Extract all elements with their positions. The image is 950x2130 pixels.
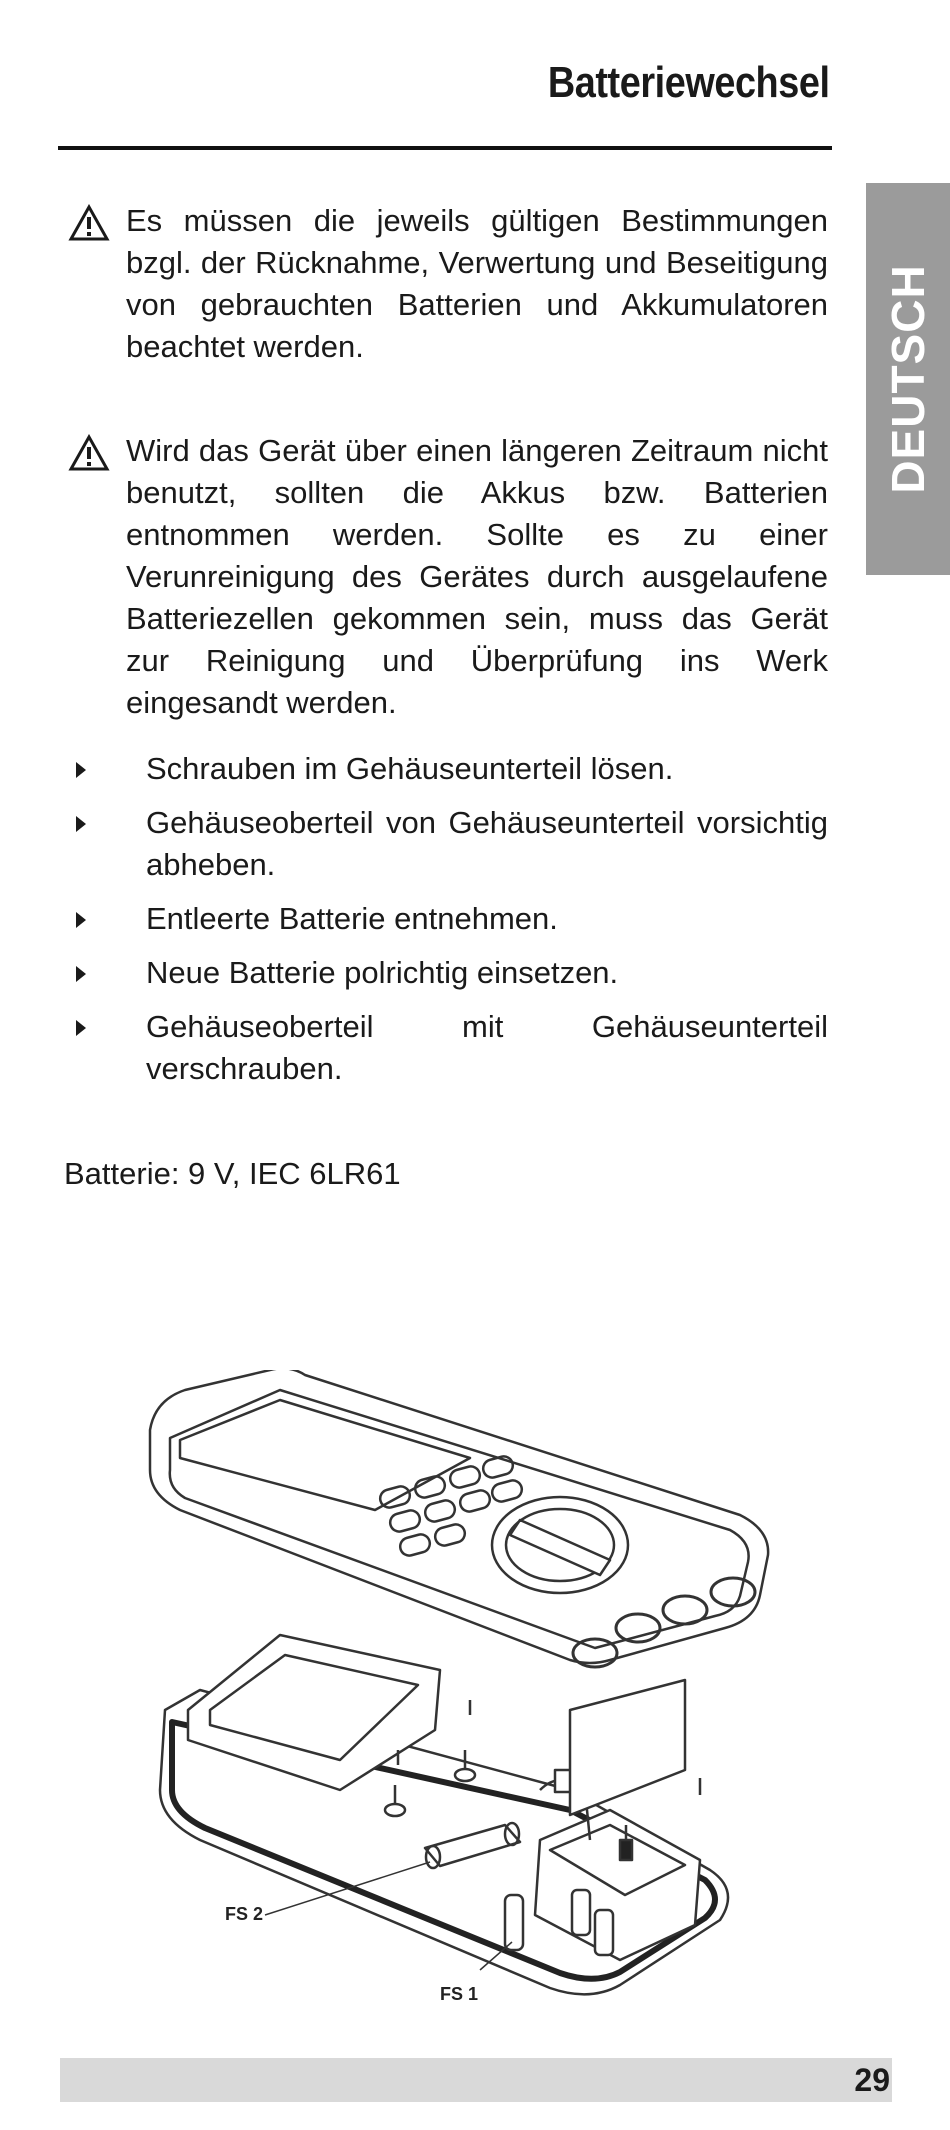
page-number: 29 (854, 2062, 890, 2098)
list-item: Gehäuseoberteil von Gehäuseunterteil vorsichtig abheben. (68, 802, 828, 886)
warning-triangle-icon (68, 204, 110, 242)
label-fs2: FS 2 (225, 1904, 264, 1924)
list-item: Entleerte Batterie entnehmen. (68, 898, 828, 940)
bullet-arrow-icon (76, 966, 86, 982)
list-item: Schrauben im Gehäuseunterteil lösen. (68, 748, 828, 790)
warning-block-1 (68, 200, 828, 368)
step-list (68, 748, 828, 1102)
battery-spec: Batterie: 9 V, IEC 6LR61 (64, 1156, 401, 1191)
list-item: Neue Batterie polrichtig einsetzen. (68, 952, 828, 994)
multimeter-battery-diagram (140, 1370, 780, 2030)
bullet-arrow-icon (76, 912, 86, 928)
bullet-arrow-icon (76, 816, 86, 832)
list-item: Gehäuseoberteil mit Gehäuseunterteil verschrauben. (68, 1006, 828, 1090)
bullet-arrow-icon (76, 1020, 86, 1036)
language-tab-label: DEUTSCH (882, 264, 934, 494)
footer-bar (60, 2058, 892, 2102)
warning-triangle-icon (68, 434, 110, 472)
label-fs1: FS 1 (440, 1984, 479, 2004)
warning-text-2: Wird das Gerät über einen längeren Zeitraum nicht benutzt, sollten die Akkus bzw. Batterien entnommen werden. Sollte es zu einer Verunreinigung des Gerätes durch ausgelaufene Batteriezellen gekommen sein, muss das Gerät zur Reinigung und Überprüfung ins Werk eingesandt werden. (126, 433, 828, 720)
title-rule (58, 146, 832, 150)
warning-block-2 (68, 430, 828, 724)
language-tab (866, 183, 950, 575)
bullet-arrow-icon (76, 762, 86, 778)
page-title: Batteriewechsel (548, 58, 830, 107)
warning-text-1: Es müssen die jeweils gültigen Bestimmungen bzgl. der Rücknahme, Verwertung und Beseitigung von gebrauchten Batterien und Akkumulatoren beachtet werden. (126, 203, 828, 364)
